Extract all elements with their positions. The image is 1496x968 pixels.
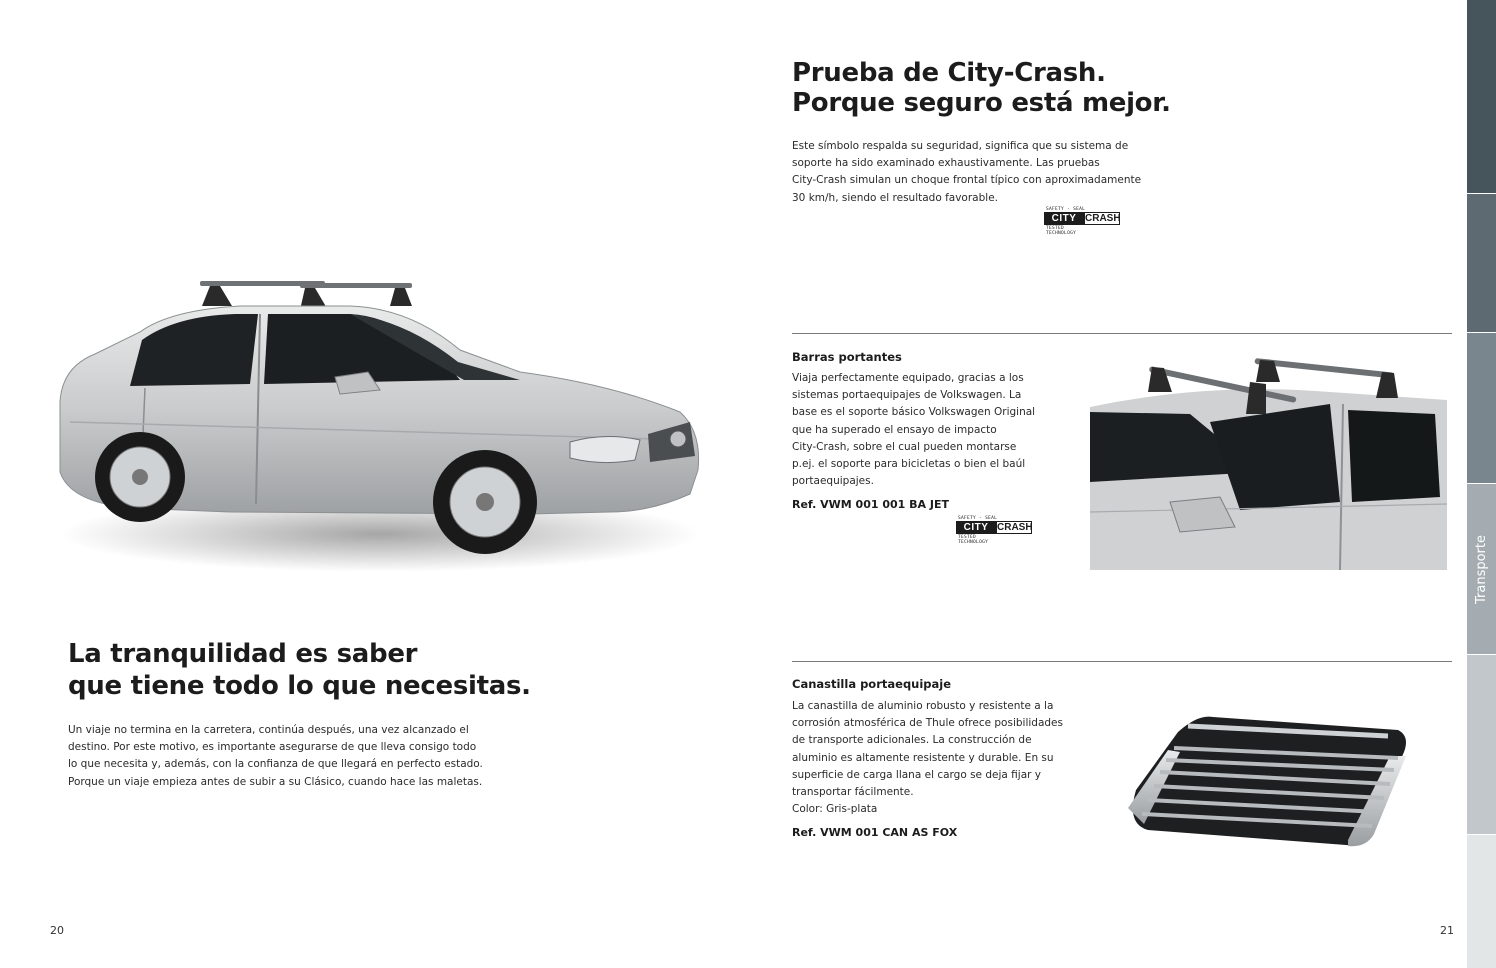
left-paragraph: Un viaje no termina en la carretera, continúa después, una vez alcanzado el destino. Por este motivo, es importante asegurarse de que lleva consigo todo lo que necesita y, además, con la confianza de que llegará en perfecto estado. Porque un viaje empieza antes de subir a su Clásico, cuando hace las maletas. bbox=[68, 724, 483, 788]
badge-2-bottom-line1: TESTED bbox=[958, 535, 977, 540]
left-headline bbox=[68, 638, 531, 702]
badge-2-city: CITY bbox=[956, 521, 996, 534]
right-headline bbox=[792, 58, 1171, 118]
badge-bottom-line2: TECHNOLOGY bbox=[1046, 231, 1077, 236]
right-intro: Este símbolo respalda su seguridad, significa que su sistema de soporte ha sido examinado exhaustivamente. Las pruebas City-Crash simulan un choque frontal típico con aproximadamente 30 km/h, siendo el resultado favorable. bbox=[792, 140, 1142, 204]
badge-2-crash: CRASH bbox=[997, 522, 1033, 533]
product-2-ref: Ref. VWM 001 CAN AS FOX bbox=[792, 826, 958, 839]
city-crash-badge bbox=[1044, 207, 1124, 237]
badge-bottom-line1: TESTED bbox=[1046, 226, 1065, 231]
page-number-right: 21 bbox=[1440, 924, 1454, 937]
product-1-ref: Ref. VWM 001 001 BA JET bbox=[792, 498, 949, 511]
city-crash-badge-2 bbox=[956, 516, 1036, 546]
badge-city: CITY bbox=[1044, 212, 1084, 225]
sidebar-tab-1[interactable] bbox=[1467, 0, 1496, 193]
left-headline-line1: La tranquilidad es saber bbox=[68, 639, 418, 669]
sidebar-tab-2[interactable] bbox=[1467, 194, 1496, 332]
right-headline-line1: Prueba de City-Crash. bbox=[792, 58, 1106, 88]
product-2-title: Canastilla portaequipaje bbox=[792, 677, 952, 691]
badge-top-text: SAFETY - SEAL bbox=[1046, 207, 1086, 212]
cargo-basket-image bbox=[1118, 712, 1413, 852]
page-number-left: 20 bbox=[50, 924, 64, 937]
product-1-title: Barras portantes bbox=[792, 350, 902, 364]
sidebar-tab-3[interactable] bbox=[1467, 333, 1496, 483]
divider-1 bbox=[792, 333, 1452, 334]
sidebar-tab-6[interactable] bbox=[1467, 835, 1496, 968]
divider-2 bbox=[792, 661, 1452, 662]
car-image bbox=[50, 272, 710, 582]
badge-2-bottom-line2: TECHNOLOGY bbox=[958, 540, 989, 545]
badge-2-top-text: SAFETY - SEAL bbox=[958, 516, 998, 521]
sidebar-tab-5[interactable] bbox=[1467, 655, 1496, 834]
roof-bars-image bbox=[1090, 352, 1447, 570]
sidebar-tab-label: Transporte bbox=[1474, 534, 1489, 604]
product-2-description: La canastilla de aluminio robusto y resistente a la corrosión atmosférica de Thule ofrece posibilidades de transporte adicionales. La construcción de aluminio es altamente resistente y durable. En su superficie de carga llana el cargo se deja fijar y transportar fácilmente. Color: Gris-plata bbox=[792, 700, 1063, 816]
right-headline-line2: Porque seguro está mejor. bbox=[792, 88, 1171, 118]
badge-crash: CRASH bbox=[1085, 213, 1121, 224]
left-headline-line2: que tiene todo lo que necesitas. bbox=[68, 671, 531, 701]
product-1-description: Viaja perfectamente equipado, gracias a los sistemas portaequipajes de Volkswagen. La base es el soporte básico Volkswagen Original que ha superado el ensayo de impacto City-Crash, sobre el cual pueden montarse p.ej. el soporte para bicicletas o bien el baúl portaequipajes. bbox=[792, 372, 1036, 488]
